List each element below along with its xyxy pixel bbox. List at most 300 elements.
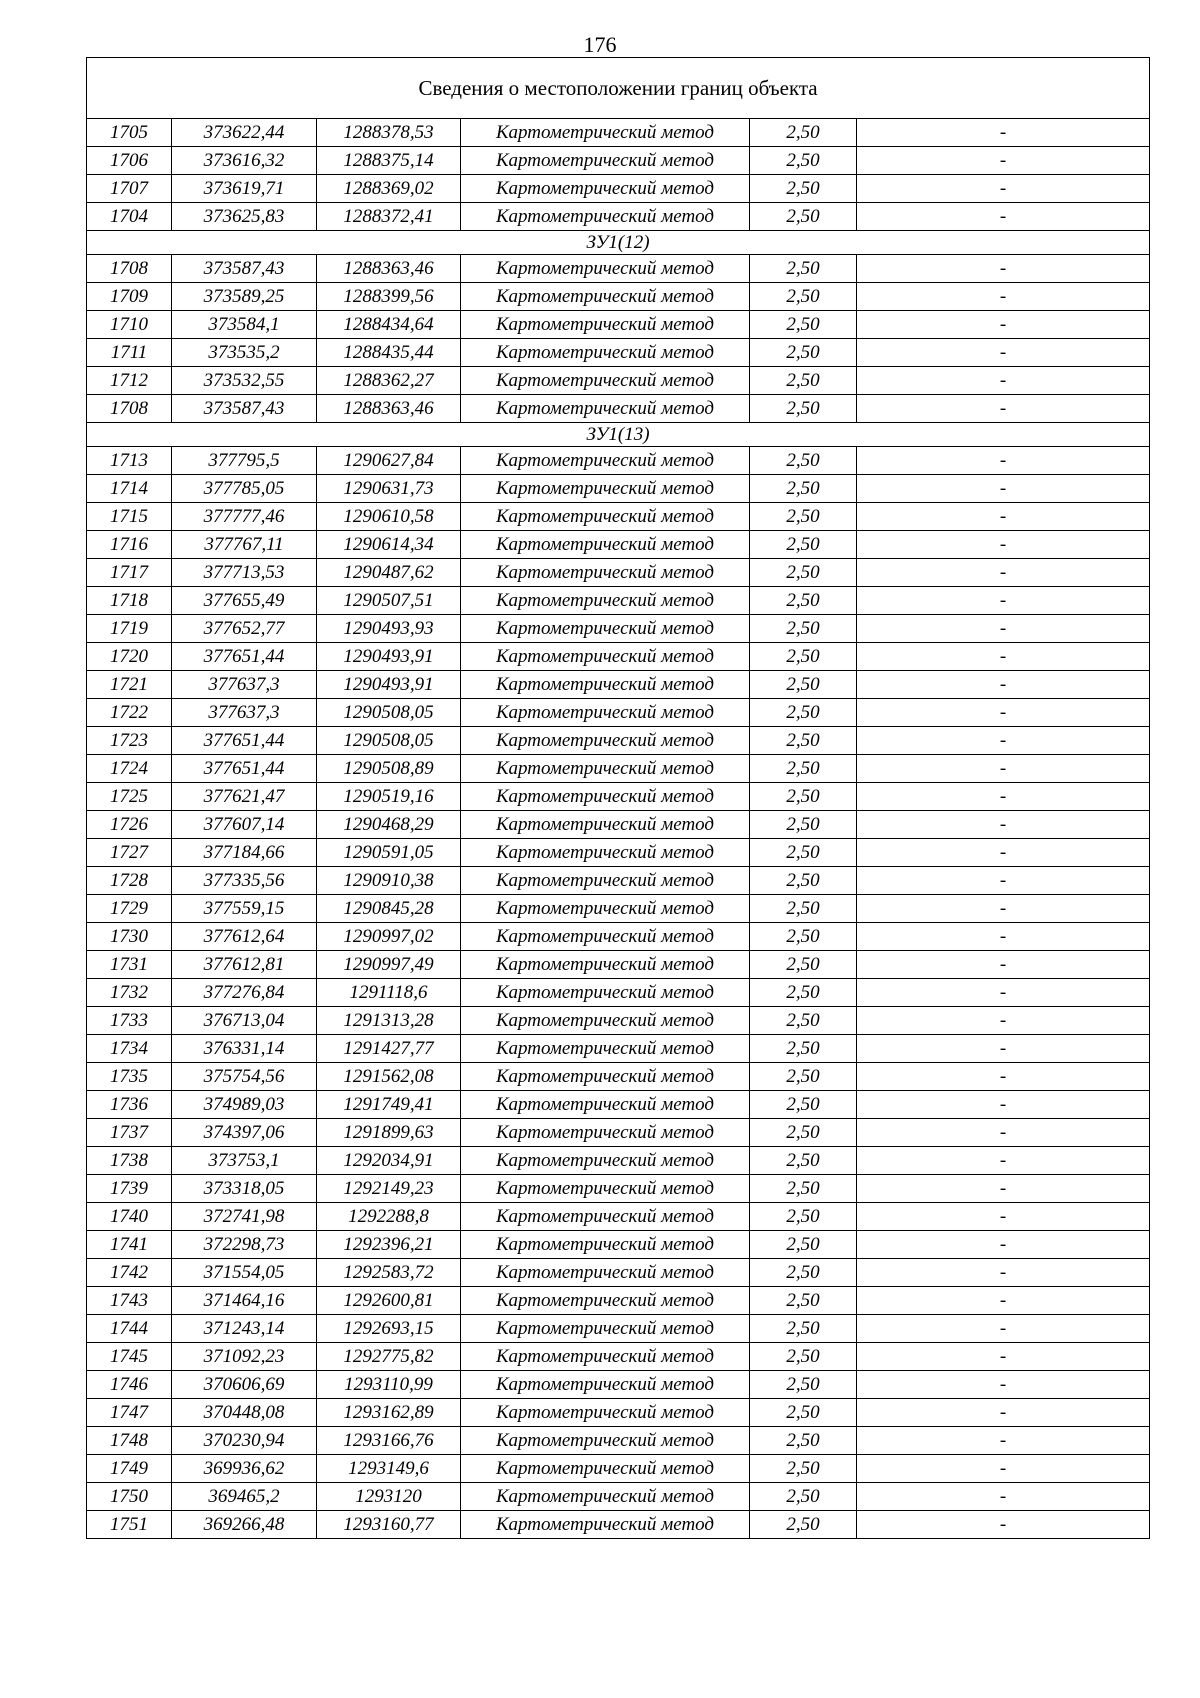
x-coordinate-cell: 376331,14 bbox=[172, 1035, 317, 1063]
table-row bbox=[87, 255, 1150, 283]
table-title-row bbox=[87, 58, 1150, 119]
description-cell: - bbox=[857, 867, 1150, 895]
method-cell: Картометрический метод bbox=[461, 1007, 750, 1035]
y-coordinate-cell: 1293160,77 bbox=[317, 1511, 461, 1539]
method-cell: Картометрический метод bbox=[461, 895, 750, 923]
y-coordinate-cell: 1293120 bbox=[317, 1483, 461, 1511]
page-number: 176 bbox=[583, 32, 617, 57]
table-body bbox=[87, 58, 1150, 1539]
point-number-cell: 1734 bbox=[87, 1035, 172, 1063]
point-number-cell: 1729 bbox=[87, 895, 172, 923]
x-coordinate-cell: 373625,83 bbox=[172, 203, 317, 231]
y-coordinate-cell: 1293110,99 bbox=[317, 1371, 461, 1399]
y-coordinate-cell: 1290493,93 bbox=[317, 615, 461, 643]
description-cell: - bbox=[857, 1371, 1150, 1399]
point-number-cell: 1726 bbox=[87, 811, 172, 839]
accuracy-cell: 2,50 bbox=[750, 979, 857, 1007]
y-coordinate-cell: 1290910,38 bbox=[317, 867, 461, 895]
x-coordinate-cell: 373587,43 bbox=[172, 395, 317, 423]
table-row bbox=[87, 311, 1150, 339]
y-coordinate-cell: 1292034,91 bbox=[317, 1147, 461, 1175]
description-cell: - bbox=[857, 1091, 1150, 1119]
table-row bbox=[87, 447, 1150, 475]
table-row bbox=[87, 643, 1150, 671]
x-coordinate-cell: 373589,25 bbox=[172, 283, 317, 311]
accuracy-cell: 2,50 bbox=[750, 1343, 857, 1371]
method-cell: Картометрический метод bbox=[461, 755, 750, 783]
point-number-cell: 1712 bbox=[87, 367, 172, 395]
x-coordinate-cell: 370448,08 bbox=[172, 1399, 317, 1427]
y-coordinate-cell: 1288399,56 bbox=[317, 283, 461, 311]
description-cell: - bbox=[857, 175, 1150, 203]
table-row bbox=[87, 671, 1150, 699]
accuracy-cell: 2,50 bbox=[750, 283, 857, 311]
point-number-cell: 1704 bbox=[87, 203, 172, 231]
table-row bbox=[87, 1147, 1150, 1175]
accuracy-cell: 2,50 bbox=[750, 367, 857, 395]
method-cell: Картометрический метод bbox=[461, 1511, 750, 1539]
description-cell: - bbox=[857, 699, 1150, 727]
method-cell: Картометрический метод bbox=[461, 1119, 750, 1147]
point-number-cell: 1713 bbox=[87, 447, 172, 475]
table-row bbox=[87, 119, 1150, 147]
boundary-coordinates-table bbox=[86, 57, 1150, 1539]
y-coordinate-cell: 1290493,91 bbox=[317, 671, 461, 699]
point-number-cell: 1721 bbox=[87, 671, 172, 699]
method-cell: Картометрический метод bbox=[461, 531, 750, 559]
point-number-cell: 1706 bbox=[87, 147, 172, 175]
method-cell: Картометрический метод bbox=[461, 643, 750, 671]
method-cell: Картометрический метод bbox=[461, 615, 750, 643]
description-cell: - bbox=[857, 203, 1150, 231]
accuracy-cell: 2,50 bbox=[750, 1259, 857, 1287]
x-coordinate-cell: 373622,44 bbox=[172, 119, 317, 147]
description-cell: - bbox=[857, 727, 1150, 755]
method-cell: Картометрический метод bbox=[461, 255, 750, 283]
description-cell: - bbox=[857, 147, 1150, 175]
x-coordinate-cell: 369936,62 bbox=[172, 1455, 317, 1483]
description-cell: - bbox=[857, 1343, 1150, 1371]
y-coordinate-cell: 1291118,6 bbox=[317, 979, 461, 1007]
table-row bbox=[87, 587, 1150, 615]
method-cell: Картометрический метод bbox=[461, 671, 750, 699]
y-coordinate-cell: 1290507,51 bbox=[317, 587, 461, 615]
table-row bbox=[87, 1063, 1150, 1091]
description-cell: - bbox=[857, 1287, 1150, 1315]
y-coordinate-cell: 1293162,89 bbox=[317, 1399, 461, 1427]
x-coordinate-cell: 374397,06 bbox=[172, 1119, 317, 1147]
table-row bbox=[87, 1175, 1150, 1203]
section-header-row bbox=[87, 423, 1150, 447]
accuracy-cell: 2,50 bbox=[750, 175, 857, 203]
description-cell: - bbox=[857, 811, 1150, 839]
x-coordinate-cell: 372298,73 bbox=[172, 1231, 317, 1259]
point-number-cell: 1733 bbox=[87, 1007, 172, 1035]
description-cell: - bbox=[857, 531, 1150, 559]
table-row bbox=[87, 1371, 1150, 1399]
description-cell: - bbox=[857, 503, 1150, 531]
section-label: ЗУ1(13) bbox=[87, 423, 1150, 447]
accuracy-cell: 2,50 bbox=[750, 147, 857, 175]
point-number-cell: 1710 bbox=[87, 311, 172, 339]
accuracy-cell: 2,50 bbox=[750, 1287, 857, 1315]
x-coordinate-cell: 376713,04 bbox=[172, 1007, 317, 1035]
table-row bbox=[87, 283, 1150, 311]
y-coordinate-cell: 1292693,15 bbox=[317, 1315, 461, 1343]
method-cell: Картометрический метод bbox=[461, 1287, 750, 1315]
x-coordinate-cell: 371243,14 bbox=[172, 1315, 317, 1343]
accuracy-cell: 2,50 bbox=[750, 311, 857, 339]
method-cell: Картометрический метод bbox=[461, 559, 750, 587]
point-number-cell: 1750 bbox=[87, 1483, 172, 1511]
table-row bbox=[87, 395, 1150, 423]
table-row bbox=[87, 1119, 1150, 1147]
x-coordinate-cell: 377785,05 bbox=[172, 475, 317, 503]
point-number-cell: 1725 bbox=[87, 783, 172, 811]
description-cell: - bbox=[857, 119, 1150, 147]
method-cell: Картометрический метод bbox=[461, 339, 750, 367]
method-cell: Картометрический метод bbox=[461, 311, 750, 339]
y-coordinate-cell: 1290997,49 bbox=[317, 951, 461, 979]
description-cell: - bbox=[857, 283, 1150, 311]
description-cell: - bbox=[857, 923, 1150, 951]
description-cell: - bbox=[857, 1483, 1150, 1511]
point-number-cell: 1745 bbox=[87, 1343, 172, 1371]
accuracy-cell: 2,50 bbox=[750, 923, 857, 951]
accuracy-cell: 2,50 bbox=[750, 839, 857, 867]
x-coordinate-cell: 377651,44 bbox=[172, 643, 317, 671]
x-coordinate-cell: 373753,1 bbox=[172, 1147, 317, 1175]
method-cell: Картометрический метод bbox=[461, 1231, 750, 1259]
x-coordinate-cell: 377655,49 bbox=[172, 587, 317, 615]
table-row bbox=[87, 1315, 1150, 1343]
accuracy-cell: 2,50 bbox=[750, 783, 857, 811]
accuracy-cell: 2,50 bbox=[750, 1007, 857, 1035]
x-coordinate-cell: 373619,71 bbox=[172, 175, 317, 203]
x-coordinate-cell: 377621,47 bbox=[172, 783, 317, 811]
method-cell: Картометрический метод bbox=[461, 951, 750, 979]
x-coordinate-cell: 373532,55 bbox=[172, 367, 317, 395]
table-row bbox=[87, 1483, 1150, 1511]
x-coordinate-cell: 377276,84 bbox=[172, 979, 317, 1007]
method-cell: Картометрический метод bbox=[461, 979, 750, 1007]
table-row bbox=[87, 979, 1150, 1007]
y-coordinate-cell: 1290487,62 bbox=[317, 559, 461, 587]
description-cell: - bbox=[857, 1147, 1150, 1175]
description-cell: - bbox=[857, 1203, 1150, 1231]
table-row bbox=[87, 727, 1150, 755]
table-row bbox=[87, 475, 1150, 503]
point-number-cell: 1720 bbox=[87, 643, 172, 671]
table-row bbox=[87, 839, 1150, 867]
x-coordinate-cell: 373535,2 bbox=[172, 339, 317, 367]
x-coordinate-cell: 373587,43 bbox=[172, 255, 317, 283]
description-cell: - bbox=[857, 979, 1150, 1007]
method-cell: Картометрический метод bbox=[461, 1063, 750, 1091]
x-coordinate-cell: 371092,23 bbox=[172, 1343, 317, 1371]
table-row bbox=[87, 1399, 1150, 1427]
method-cell: Картометрический метод bbox=[461, 1343, 750, 1371]
accuracy-cell: 2,50 bbox=[750, 1119, 857, 1147]
point-number-cell: 1705 bbox=[87, 119, 172, 147]
x-coordinate-cell: 377651,44 bbox=[172, 755, 317, 783]
table-row bbox=[87, 923, 1150, 951]
section-header-row bbox=[87, 231, 1150, 255]
table-row bbox=[87, 1035, 1150, 1063]
point-number-cell: 1728 bbox=[87, 867, 172, 895]
point-number-cell: 1739 bbox=[87, 1175, 172, 1203]
y-coordinate-cell: 1290845,28 bbox=[317, 895, 461, 923]
x-coordinate-cell: 377777,46 bbox=[172, 503, 317, 531]
y-coordinate-cell: 1290591,05 bbox=[317, 839, 461, 867]
description-cell: - bbox=[857, 783, 1150, 811]
method-cell: Картометрический метод bbox=[461, 727, 750, 755]
table-row bbox=[87, 1091, 1150, 1119]
accuracy-cell: 2,50 bbox=[750, 615, 857, 643]
accuracy-cell: 2,50 bbox=[750, 1483, 857, 1511]
x-coordinate-cell: 377795,5 bbox=[172, 447, 317, 475]
method-cell: Картометрический метод bbox=[461, 1315, 750, 1343]
point-number-cell: 1722 bbox=[87, 699, 172, 727]
table-row bbox=[87, 503, 1150, 531]
method-cell: Картометрический метод bbox=[461, 503, 750, 531]
y-coordinate-cell: 1288375,14 bbox=[317, 147, 461, 175]
point-number-cell: 1715 bbox=[87, 503, 172, 531]
y-coordinate-cell: 1288434,64 bbox=[317, 311, 461, 339]
x-coordinate-cell: 373584,1 bbox=[172, 311, 317, 339]
y-coordinate-cell: 1292775,82 bbox=[317, 1343, 461, 1371]
y-coordinate-cell: 1290508,05 bbox=[317, 699, 461, 727]
x-coordinate-cell: 377651,44 bbox=[172, 727, 317, 755]
table-row bbox=[87, 1259, 1150, 1287]
y-coordinate-cell: 1292583,72 bbox=[317, 1259, 461, 1287]
table-row bbox=[87, 1455, 1150, 1483]
accuracy-cell: 2,50 bbox=[750, 895, 857, 923]
point-number-cell: 1749 bbox=[87, 1455, 172, 1483]
table-row bbox=[87, 895, 1150, 923]
method-cell: Картометрический метод bbox=[461, 1147, 750, 1175]
description-cell: - bbox=[857, 671, 1150, 699]
point-number-cell: 1740 bbox=[87, 1203, 172, 1231]
description-cell: - bbox=[857, 447, 1150, 475]
table-row bbox=[87, 1203, 1150, 1231]
description-cell: - bbox=[857, 895, 1150, 923]
description-cell: - bbox=[857, 615, 1150, 643]
y-coordinate-cell: 1290468,29 bbox=[317, 811, 461, 839]
y-coordinate-cell: 1292288,8 bbox=[317, 1203, 461, 1231]
y-coordinate-cell: 1288362,27 bbox=[317, 367, 461, 395]
method-cell: Картометрический метод bbox=[461, 447, 750, 475]
point-number-cell: 1709 bbox=[87, 283, 172, 311]
method-cell: Картометрический метод bbox=[461, 283, 750, 311]
y-coordinate-cell: 1288363,46 bbox=[317, 255, 461, 283]
x-coordinate-cell: 369465,2 bbox=[172, 1483, 317, 1511]
point-number-cell: 1744 bbox=[87, 1315, 172, 1343]
accuracy-cell: 2,50 bbox=[750, 867, 857, 895]
y-coordinate-cell: 1288435,44 bbox=[317, 339, 461, 367]
accuracy-cell: 2,50 bbox=[750, 643, 857, 671]
table-row bbox=[87, 559, 1150, 587]
accuracy-cell: 2,50 bbox=[750, 1315, 857, 1343]
point-number-cell: 1723 bbox=[87, 727, 172, 755]
y-coordinate-cell: 1288378,53 bbox=[317, 119, 461, 147]
table-row bbox=[87, 531, 1150, 559]
point-number-cell: 1714 bbox=[87, 475, 172, 503]
method-cell: Картометрический метод bbox=[461, 1035, 750, 1063]
table-row bbox=[87, 147, 1150, 175]
x-coordinate-cell: 377713,53 bbox=[172, 559, 317, 587]
accuracy-cell: 2,50 bbox=[750, 503, 857, 531]
accuracy-cell: 2,50 bbox=[750, 755, 857, 783]
description-cell: - bbox=[857, 1259, 1150, 1287]
point-number-cell: 1746 bbox=[87, 1371, 172, 1399]
accuracy-cell: 2,50 bbox=[750, 1203, 857, 1231]
x-coordinate-cell: 377184,66 bbox=[172, 839, 317, 867]
accuracy-cell: 2,50 bbox=[750, 1035, 857, 1063]
point-number-cell: 1747 bbox=[87, 1399, 172, 1427]
description-cell: - bbox=[857, 587, 1150, 615]
table-row bbox=[87, 699, 1150, 727]
y-coordinate-cell: 1291427,77 bbox=[317, 1035, 461, 1063]
x-coordinate-cell: 377612,64 bbox=[172, 923, 317, 951]
accuracy-cell: 2,50 bbox=[750, 395, 857, 423]
accuracy-cell: 2,50 bbox=[750, 587, 857, 615]
table-row bbox=[87, 783, 1150, 811]
y-coordinate-cell: 1291562,08 bbox=[317, 1063, 461, 1091]
y-coordinate-cell: 1290614,34 bbox=[317, 531, 461, 559]
method-cell: Картометрический метод bbox=[461, 811, 750, 839]
method-cell: Картометрический метод bbox=[461, 699, 750, 727]
y-coordinate-cell: 1291899,63 bbox=[317, 1119, 461, 1147]
description-cell: - bbox=[857, 1511, 1150, 1539]
table-row bbox=[87, 367, 1150, 395]
method-cell: Картометрический метод bbox=[461, 1175, 750, 1203]
accuracy-cell: 2,50 bbox=[750, 447, 857, 475]
accuracy-cell: 2,50 bbox=[750, 475, 857, 503]
description-cell: - bbox=[857, 1035, 1150, 1063]
y-coordinate-cell: 1288363,46 bbox=[317, 395, 461, 423]
description-cell: - bbox=[857, 755, 1150, 783]
method-cell: Картометрический метод bbox=[461, 1455, 750, 1483]
description-cell: - bbox=[857, 339, 1150, 367]
point-number-cell: 1708 bbox=[87, 255, 172, 283]
x-coordinate-cell: 374989,03 bbox=[172, 1091, 317, 1119]
method-cell: Картометрический метод bbox=[461, 1399, 750, 1427]
point-number-cell: 1707 bbox=[87, 175, 172, 203]
accuracy-cell: 2,50 bbox=[750, 255, 857, 283]
accuracy-cell: 2,50 bbox=[750, 1427, 857, 1455]
accuracy-cell: 2,50 bbox=[750, 339, 857, 367]
description-cell: - bbox=[857, 1231, 1150, 1259]
x-coordinate-cell: 373318,05 bbox=[172, 1175, 317, 1203]
point-number-cell: 1730 bbox=[87, 923, 172, 951]
method-cell: Картометрический метод bbox=[461, 783, 750, 811]
point-number-cell: 1742 bbox=[87, 1259, 172, 1287]
method-cell: Картометрический метод bbox=[461, 923, 750, 951]
table-title: Сведения о местоположении границ объекта bbox=[87, 58, 1150, 119]
table-row bbox=[87, 203, 1150, 231]
table-row bbox=[87, 1343, 1150, 1371]
description-cell: - bbox=[857, 951, 1150, 979]
point-number-cell: 1719 bbox=[87, 615, 172, 643]
method-cell: Картометрический метод bbox=[461, 175, 750, 203]
x-coordinate-cell: 370606,69 bbox=[172, 1371, 317, 1399]
method-cell: Картометрический метод bbox=[461, 1483, 750, 1511]
point-number-cell: 1716 bbox=[87, 531, 172, 559]
method-cell: Картометрический метод bbox=[461, 119, 750, 147]
y-coordinate-cell: 1290508,05 bbox=[317, 727, 461, 755]
point-number-cell: 1732 bbox=[87, 979, 172, 1007]
description-cell: - bbox=[857, 1427, 1150, 1455]
accuracy-cell: 2,50 bbox=[750, 203, 857, 231]
point-number-cell: 1708 bbox=[87, 395, 172, 423]
y-coordinate-cell: 1291749,41 bbox=[317, 1091, 461, 1119]
method-cell: Картометрический метод bbox=[461, 1371, 750, 1399]
y-coordinate-cell: 1290493,91 bbox=[317, 643, 461, 671]
method-cell: Картометрический метод bbox=[461, 147, 750, 175]
accuracy-cell: 2,50 bbox=[750, 559, 857, 587]
accuracy-cell: 2,50 bbox=[750, 1063, 857, 1091]
accuracy-cell: 2,50 bbox=[750, 699, 857, 727]
description-cell: - bbox=[857, 1063, 1150, 1091]
accuracy-cell: 2,50 bbox=[750, 119, 857, 147]
description-cell: - bbox=[857, 311, 1150, 339]
point-number-cell: 1727 bbox=[87, 839, 172, 867]
method-cell: Картометрический метод bbox=[461, 1203, 750, 1231]
accuracy-cell: 2,50 bbox=[750, 1371, 857, 1399]
method-cell: Картометрический метод bbox=[461, 1259, 750, 1287]
description-cell: - bbox=[857, 1399, 1150, 1427]
accuracy-cell: 2,50 bbox=[750, 1175, 857, 1203]
accuracy-cell: 2,50 bbox=[750, 811, 857, 839]
accuracy-cell: 2,50 bbox=[750, 951, 857, 979]
method-cell: Картометрический метод bbox=[461, 1427, 750, 1455]
method-cell: Картометрический метод bbox=[461, 1091, 750, 1119]
y-coordinate-cell: 1288372,41 bbox=[317, 203, 461, 231]
point-number-cell: 1731 bbox=[87, 951, 172, 979]
table-row bbox=[87, 1287, 1150, 1315]
x-coordinate-cell: 377767,11 bbox=[172, 531, 317, 559]
method-cell: Картометрический метод bbox=[461, 587, 750, 615]
y-coordinate-cell: 1292149,23 bbox=[317, 1175, 461, 1203]
description-cell: - bbox=[857, 255, 1150, 283]
method-cell: Картометрический метод bbox=[461, 395, 750, 423]
method-cell: Картометрический метод bbox=[461, 475, 750, 503]
table-row bbox=[87, 1231, 1150, 1259]
description-cell: - bbox=[857, 559, 1150, 587]
point-number-cell: 1724 bbox=[87, 755, 172, 783]
table-row bbox=[87, 339, 1150, 367]
y-coordinate-cell: 1288369,02 bbox=[317, 175, 461, 203]
y-coordinate-cell: 1290610,58 bbox=[317, 503, 461, 531]
section-label: ЗУ1(12) bbox=[87, 231, 1150, 255]
x-coordinate-cell: 375754,56 bbox=[172, 1063, 317, 1091]
y-coordinate-cell: 1292396,21 bbox=[317, 1231, 461, 1259]
x-coordinate-cell: 369266,48 bbox=[172, 1511, 317, 1539]
table-row bbox=[87, 867, 1150, 895]
point-number-cell: 1748 bbox=[87, 1427, 172, 1455]
y-coordinate-cell: 1290997,02 bbox=[317, 923, 461, 951]
accuracy-cell: 2,50 bbox=[750, 1091, 857, 1119]
y-coordinate-cell: 1290627,84 bbox=[317, 447, 461, 475]
description-cell: - bbox=[857, 1455, 1150, 1483]
description-cell: - bbox=[857, 839, 1150, 867]
x-coordinate-cell: 377637,3 bbox=[172, 671, 317, 699]
description-cell: - bbox=[857, 1119, 1150, 1147]
y-coordinate-cell: 1293149,6 bbox=[317, 1455, 461, 1483]
x-coordinate-cell: 373616,32 bbox=[172, 147, 317, 175]
y-coordinate-cell: 1290508,89 bbox=[317, 755, 461, 783]
